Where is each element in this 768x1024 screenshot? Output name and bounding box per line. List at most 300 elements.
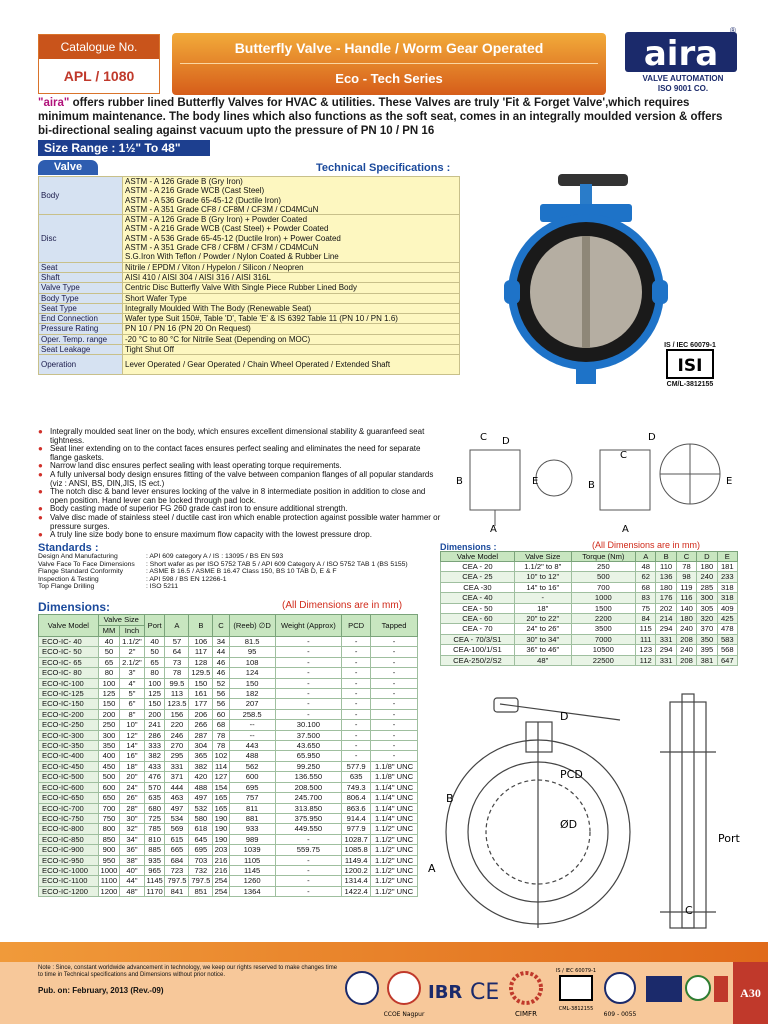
table-cell: 200 xyxy=(144,709,165,719)
table-cell: 99.5 xyxy=(165,678,189,688)
table-cell: 40 xyxy=(98,637,119,647)
table-cell: 113 xyxy=(165,689,189,699)
table-cell: 129.5 xyxy=(189,668,213,678)
cert-ccoe-text: CCOE Nagpur xyxy=(383,1011,425,1018)
table-cell: 1105 xyxy=(229,855,275,865)
standard-value: : API 598 / BS EN 12266-1 xyxy=(146,575,227,583)
table-cell: 1000 xyxy=(571,593,635,603)
table-cell: 1170 xyxy=(144,886,165,896)
spec-row xyxy=(39,334,460,344)
table-row xyxy=(39,657,418,667)
spec-value-line: Nitrile / EPDM / Viton / Hypelon / Silicon / Neopren xyxy=(125,262,304,272)
table-cell: - xyxy=(275,637,342,647)
table-row xyxy=(441,603,738,613)
table-cell: 333 xyxy=(144,741,165,751)
table-cell: - xyxy=(371,657,418,667)
spec-value-line: ASTM - A 536 Grade 65-45-12 (Ductile Iron) xyxy=(125,195,282,205)
table-cell: 30.100 xyxy=(275,720,342,730)
table-row xyxy=(441,614,738,624)
table-cell: 449.550 xyxy=(275,824,342,834)
drawing-label-d2: D xyxy=(648,432,656,443)
actuator-col-header: Valve Size xyxy=(514,552,571,562)
table-cell: 2200 xyxy=(571,614,635,624)
spec-key: Operation xyxy=(39,355,123,375)
table-cell: 350 xyxy=(98,741,119,751)
col-valve-size: Valve Size xyxy=(98,615,144,626)
table-cell: 52 xyxy=(213,678,229,688)
spec-row xyxy=(39,293,460,303)
table-cell: 190 xyxy=(214,813,228,823)
table-cell: 665 xyxy=(165,845,189,855)
table-cell: 488 xyxy=(229,751,275,761)
table-row xyxy=(39,720,418,730)
feature-item: ● A fully universal body design ensures fitting of the valve between companion flanges of all popular standards (viz : ANSI, BS, DIN,JIS, IS ect.) xyxy=(38,471,442,488)
page-number: A30 xyxy=(733,962,768,1024)
table-cell: 300 xyxy=(98,730,119,740)
table-cell: 785 xyxy=(144,824,165,834)
table-cell: 32" xyxy=(120,824,145,834)
table-cell: -- xyxy=(229,720,275,730)
spec-key: Valve Type xyxy=(39,283,123,293)
col-weight: Weight (Approx) xyxy=(275,615,342,637)
title-bar xyxy=(172,33,606,95)
table-cell: 600 xyxy=(98,782,119,792)
table-cell: 1200.2 xyxy=(342,865,371,875)
table-cell: 44" xyxy=(120,876,145,886)
table-cell: 3500 xyxy=(571,624,635,634)
table-cell: CEA - 60 xyxy=(441,614,515,624)
table-cell: 123 xyxy=(636,645,656,655)
table-cell: 65.950 xyxy=(275,751,342,761)
table-cell: ECO-IC-900 xyxy=(39,845,99,855)
spec-key: Seat Leakage xyxy=(39,345,123,355)
actuator-col-header: Valve Model xyxy=(441,552,515,562)
table-row xyxy=(39,855,418,865)
col-pcd: PCD xyxy=(342,615,371,637)
table-cell: ECO-IC-450 xyxy=(39,761,99,771)
spec-value xyxy=(123,303,460,313)
table-cell: 38" xyxy=(120,855,145,865)
table-cell: 647 xyxy=(717,655,737,665)
table-cell: 78 xyxy=(165,668,189,678)
table-cell: 136.550 xyxy=(275,772,342,782)
table-cell: 1085.8 xyxy=(342,845,371,855)
tech-spec-title: Technical Specifications : xyxy=(316,162,451,174)
table-cell: 1039 xyxy=(229,845,275,855)
table-cell: 128 xyxy=(189,657,213,667)
standard-key: Valve Face To Face Dimensions xyxy=(38,560,135,568)
table-cell: 305 xyxy=(697,603,717,613)
table-cell: 732 xyxy=(189,865,213,875)
feature-list xyxy=(38,428,442,540)
spec-value-line: ASTM - A 216 Grade WCB (Cast Steel) xyxy=(125,186,265,196)
dimensions-note: (All Dimensions are in mm) xyxy=(282,600,403,611)
table-cell: 95 xyxy=(229,647,275,657)
table-cell: 180 xyxy=(697,562,717,572)
table-cell: 615 xyxy=(165,834,189,844)
logo-subtitle xyxy=(620,74,746,94)
table-cell: 965 xyxy=(144,865,165,875)
table-row xyxy=(39,876,418,886)
table-cell: ECO-IC-1100 xyxy=(39,876,99,886)
table-cell: 43.650 xyxy=(275,741,342,751)
spec-row xyxy=(39,215,460,262)
table-cell: - xyxy=(371,647,418,657)
spec-row xyxy=(39,272,460,282)
table-cell: 108 xyxy=(229,657,275,667)
table-cell: 700 xyxy=(571,582,635,592)
table-cell: 1149.4 xyxy=(342,855,371,865)
table-row xyxy=(39,793,418,803)
table-cell: 1.1/2" UNC xyxy=(371,876,418,886)
standard-key: Flange Standard Conformity xyxy=(38,568,124,576)
table-cell: - xyxy=(514,593,571,603)
table-cell: 294 xyxy=(656,624,676,634)
table-cell: ECO-IC-800 xyxy=(39,824,99,834)
table-cell: - xyxy=(275,657,342,667)
table-cell: 56 xyxy=(213,699,229,709)
table-cell: 900 xyxy=(98,845,119,855)
table-cell: 177 xyxy=(189,699,213,709)
col-b: B xyxy=(189,615,213,637)
spec-value-line: AISI 410 / AISI 304 / AISI 316 / AISI 316L xyxy=(125,272,271,282)
spec-value-line: Lever Operated / Gear Operated / Chain Wheel Operated / Extended Shaft xyxy=(125,360,391,370)
table-cell: 797.5 xyxy=(165,876,189,886)
table-cell: 117 xyxy=(189,647,213,657)
table-cell: 125 xyxy=(98,689,119,699)
catalogue-number: APL / 1080 xyxy=(63,68,135,84)
table-cell: 12" xyxy=(120,730,145,740)
isi-footer-icon xyxy=(560,976,592,1000)
table-cell: 570 xyxy=(144,782,165,792)
table-cell: 433 xyxy=(144,761,165,771)
table-cell: ECO-IC-150 xyxy=(39,699,99,709)
table-cell: 695 xyxy=(229,782,275,792)
page-subtitle: Eco - Tech Series xyxy=(335,71,443,86)
table-cell: 75 xyxy=(636,603,656,613)
spec-value xyxy=(123,177,460,215)
table-cell: 1100 xyxy=(98,876,119,886)
table-cell: 1000 xyxy=(98,865,119,875)
table-cell: 46 xyxy=(213,668,229,678)
table-cell: 124 xyxy=(229,668,275,678)
table-row xyxy=(39,647,418,657)
table-cell: ECO-IC-125 xyxy=(39,689,99,699)
table-cell: - xyxy=(371,741,418,751)
table-cell: 304 xyxy=(189,741,213,751)
table-cell: 395 xyxy=(697,645,717,655)
spec-key: Seat Type xyxy=(39,303,123,313)
table-cell: - xyxy=(371,709,418,719)
spec-row xyxy=(39,355,460,375)
table-row xyxy=(39,668,418,678)
ukas-logo-icon xyxy=(686,976,710,1000)
footer-note: Note : Since, constant worldwide advancement in technology, we keep our rights reserved to make changes time to time in Technical specifications and Dimensions without prior notice. xyxy=(38,965,338,978)
table-cell: 600 xyxy=(229,772,275,782)
table-cell: 254 xyxy=(214,886,228,896)
table-cell: 371 xyxy=(165,772,189,782)
table-cell: 532 xyxy=(189,803,213,813)
col-valve-model: Valve Model xyxy=(39,615,99,637)
table-cell: - xyxy=(275,689,342,699)
table-cell: - xyxy=(275,668,342,678)
table-cell: - xyxy=(371,668,418,678)
table-cell: 420 xyxy=(189,772,213,782)
table-cell: 8" xyxy=(120,709,145,719)
standard-key: Top Flange Drilling xyxy=(38,583,95,591)
table-cell: 30" to 34" xyxy=(514,634,571,644)
table-row xyxy=(39,886,418,896)
table-cell: 881 xyxy=(229,813,275,823)
table-cell: 190 xyxy=(214,834,228,844)
table-cell: 181 xyxy=(717,562,737,572)
table-row xyxy=(39,782,418,792)
table-cell: 154 xyxy=(214,782,228,792)
table-cell: 78 xyxy=(213,741,229,751)
feature-item: ● Valve disc made of stainless steel / ductile cast iron which enable protection against possible water hammer or pressure surges. xyxy=(38,514,442,531)
table-cell: 28" xyxy=(120,803,145,813)
table-row xyxy=(39,813,418,823)
actuator-col-header: B xyxy=(656,552,676,562)
spec-value-line: Integrally Moulded With The Body (Renewable Seat) xyxy=(125,303,312,313)
table-row xyxy=(39,699,418,709)
col-c: C xyxy=(213,615,229,637)
table-cell: 150 xyxy=(144,699,165,709)
page-title: Butterfly Valve - Handle / Worm Gear Operated xyxy=(180,33,598,64)
table-cell: 1.1/4" UNC xyxy=(371,793,418,803)
table-cell: 1.1/4" UNC xyxy=(371,813,418,823)
spec-value-line: Centric Disc Butterfly Valve With Single Piece Rubber Lined Body xyxy=(125,283,357,293)
cert-isi-no: CML-3812155 xyxy=(558,1006,594,1012)
table-cell: - xyxy=(371,751,418,761)
table-cell: 680 xyxy=(144,803,165,813)
dimensions-title: Dimensions: xyxy=(38,600,111,614)
table-cell: 10" to 12" xyxy=(514,572,571,582)
table-cell: 331 xyxy=(165,761,189,771)
table-cell: 98 xyxy=(676,572,696,582)
table-cell: 1.1/8" UNC xyxy=(371,772,418,782)
table-row xyxy=(441,572,738,582)
table-cell: 294 xyxy=(656,645,676,655)
table-cell: 497 xyxy=(189,793,213,803)
table-cell: - xyxy=(342,699,371,709)
table-cell: 207 xyxy=(229,699,275,709)
table-cell: 313.850 xyxy=(275,803,342,813)
table-cell: 200 xyxy=(98,709,119,719)
actuator-col-header: E xyxy=(717,552,737,562)
table-cell: - xyxy=(371,699,418,709)
table-cell: 443 xyxy=(229,741,275,751)
table-cell: 161 xyxy=(189,689,213,699)
drawing-label-od: ØD xyxy=(560,818,578,831)
table-cell: 757 xyxy=(229,793,275,803)
table-cell: 203 xyxy=(214,845,228,855)
table-cell: - xyxy=(371,720,418,730)
table-cell: - xyxy=(371,678,418,688)
table-cell: ECO-IC-250 xyxy=(39,720,99,730)
table-cell: 444 xyxy=(165,782,189,792)
table-cell: ECO-IC- 80 xyxy=(39,668,99,678)
table-cell: 80 xyxy=(98,668,119,678)
table-cell: 1422.4 xyxy=(342,886,371,896)
table-cell: 10" xyxy=(120,720,145,730)
table-cell: 10500 xyxy=(571,645,635,655)
actuator-dimensions-title: Dimensions : xyxy=(440,542,497,552)
table-cell: - xyxy=(275,834,342,844)
table-cell: 65 xyxy=(144,657,165,667)
table-cell: 811 xyxy=(229,803,275,813)
table-cell: 208.500 xyxy=(275,782,342,792)
table-cell: 365 xyxy=(189,751,213,761)
spec-value-line: ASTM - A 126 Grade B (Gry Iron) + Powder Coated xyxy=(125,215,308,225)
cert-no-text: 609 - 0055 xyxy=(603,1011,637,1018)
spec-value-line: S.G.Iron With Teflon / Powder / Nylon Coated & Rubber Line xyxy=(125,252,339,262)
table-cell: ECO-IC-100 xyxy=(39,678,99,688)
table-cell: 2" xyxy=(120,647,145,657)
drawing-label-d1: D xyxy=(502,436,510,447)
table-cell: 190 xyxy=(214,824,228,834)
table-cell: - xyxy=(371,637,418,647)
table-cell: CEA - 70 xyxy=(441,624,515,634)
table-cell: 20" xyxy=(120,772,145,782)
table-cell: 4" xyxy=(120,678,145,688)
table-cell: 2.1/2" xyxy=(120,657,145,667)
table-cell: 266 xyxy=(189,720,213,730)
table-cell: ECO-IC- 50 xyxy=(39,647,99,657)
spec-key: Oper. Temp. range xyxy=(39,334,123,344)
table-cell: 810 xyxy=(144,834,165,844)
table-cell: - xyxy=(275,876,342,886)
spec-row xyxy=(39,262,460,272)
table-cell: 1314.4 xyxy=(342,876,371,886)
table-cell: 214 xyxy=(656,614,676,624)
table-cell: 73 xyxy=(165,657,189,667)
table-cell: 5" xyxy=(120,689,145,699)
catalogue-box xyxy=(38,34,160,94)
table-cell: 64 xyxy=(165,647,189,657)
table-cell: 65 xyxy=(98,657,119,667)
table-cell: 562 xyxy=(229,761,275,771)
table-cell: - xyxy=(275,678,342,688)
table-cell: 478 xyxy=(717,624,737,634)
table-row xyxy=(441,655,738,665)
table-cell: ECO-IC-650 xyxy=(39,793,99,803)
standard-value: : API 609 category A / IS : 13095 / BS EN 593 xyxy=(146,553,284,560)
seal-logo-icon xyxy=(605,973,635,1003)
drawing-label-pcd: PCD xyxy=(560,768,583,781)
table-cell: ECO-IC-350 xyxy=(39,741,99,751)
table-cell: 806.4 xyxy=(342,793,371,803)
standard-key: Inspection & Testing xyxy=(38,575,99,583)
table-row xyxy=(39,824,418,834)
spec-value xyxy=(123,272,460,282)
drawing-label-c-main: C xyxy=(685,904,693,917)
table-row xyxy=(39,678,418,688)
spec-key: Shaft xyxy=(39,272,123,282)
table-cell: CEA - 20 xyxy=(441,562,515,572)
table-cell: 497 xyxy=(165,803,189,813)
cert-isi-std: IS / IEC 60079-1 xyxy=(555,968,597,974)
spec-row xyxy=(39,324,460,334)
table-cell: ECO-IC-500 xyxy=(39,772,99,782)
table-cell: 20" to 22" xyxy=(514,614,571,624)
table-cell: 57 xyxy=(165,637,189,647)
cert-ce-text: CE xyxy=(470,980,500,1005)
table-cell: 156 xyxy=(165,709,189,719)
table-cell: 150 xyxy=(189,678,213,688)
logo-text: aira xyxy=(643,34,719,74)
table-cell: 286 xyxy=(144,730,165,740)
table-cell: - xyxy=(275,709,342,719)
spec-table xyxy=(38,176,460,375)
table-cell: - xyxy=(342,668,371,678)
table-cell: 375.950 xyxy=(275,813,342,823)
table-cell: - xyxy=(275,855,342,865)
intro-text: offers rubber lined Butterfly Valves for HVAC & utilities. These Valves are truly 'Fit & Forget Valve',which requires minimum maintenance. The body lines which also functions as the soft seat, comes in an integrally moulded version & offers bi-directional sealing against vacuum upto the pressure of PN 10 / PN 16 xyxy=(38,97,723,137)
table-row xyxy=(39,709,418,719)
table-cell: 635 xyxy=(342,772,371,782)
table-cell: 318 xyxy=(717,582,737,592)
table-cell: 202 xyxy=(656,603,676,613)
spec-value-line: Tight Shut Off xyxy=(125,345,174,355)
spec-value-line: ASTM - A 351 Grade CF8 / CF8M / CF3M / CD4MCuN xyxy=(125,204,319,214)
table-cell: 114 xyxy=(213,761,229,771)
cert-ibr-text: IBR xyxy=(428,982,463,1003)
standard-value: : ASME B 16.5 / ASME B 16.47 Class 150, BS 10 TAB D, E & F xyxy=(146,568,337,576)
ccoe-logo-icon xyxy=(388,972,420,1004)
table-cell: 933 xyxy=(229,824,275,834)
table-cell: 216 xyxy=(214,865,228,875)
table-cell: 463 xyxy=(165,793,189,803)
table-cell: 136 xyxy=(656,572,676,582)
table-cell: - xyxy=(275,886,342,896)
table-cell: 165 xyxy=(214,803,228,813)
table-cell: 1028.7 xyxy=(342,834,371,844)
table-cell: 240 xyxy=(676,624,696,634)
table-cell: 914.4 xyxy=(342,813,371,823)
isi-certification xyxy=(650,342,730,388)
table-cell: 320 xyxy=(697,614,717,624)
table-cell: 568 xyxy=(717,645,737,655)
table-cell: 83 xyxy=(636,593,656,603)
feature-item: ● Body casting made of superior FG 260 grade cast iron to ensure additional strength. xyxy=(38,505,442,514)
table-row xyxy=(39,751,418,761)
table-cell: 1500 xyxy=(571,603,635,613)
table-cell: 409 xyxy=(717,603,737,613)
spec-value-line: ASTM - A 216 Grade WCB (Cast Steel) + Powder Coated xyxy=(125,224,329,234)
table-cell: - xyxy=(342,720,371,730)
table-cell: 100 xyxy=(144,678,165,688)
table-cell: 24" to 26" xyxy=(514,624,571,634)
table-cell: ECO-IC-300 xyxy=(39,730,99,740)
feature-item: ● Integrally moulded seat liner on the body, which ensures excellent dimensional stability & guaranfeed seat tightness. xyxy=(38,428,442,445)
table-cell: 62 xyxy=(636,572,656,582)
bureau-veritas-icon xyxy=(646,976,682,1002)
spec-key: Body Type xyxy=(39,293,123,303)
table-cell: - xyxy=(275,647,342,657)
table-cell: 150 xyxy=(229,678,275,688)
table-cell: 26" xyxy=(120,793,145,803)
feature-item: ● A truly line size body bone to ensure maximum flow capacity with the lowest pressure drop. xyxy=(38,531,442,540)
dimension-table xyxy=(38,614,418,897)
spec-row xyxy=(39,283,460,293)
table-cell: 24" xyxy=(120,782,145,792)
table-cell: CEA-250/2/S2 xyxy=(441,655,515,665)
cert-cimfr-text: CIMFR xyxy=(515,1010,537,1018)
table-cell: 18" xyxy=(514,603,571,613)
table-cell: - xyxy=(342,741,371,751)
publication-date: Pub. on: February, 2013 (Rev.-09) xyxy=(38,986,164,995)
